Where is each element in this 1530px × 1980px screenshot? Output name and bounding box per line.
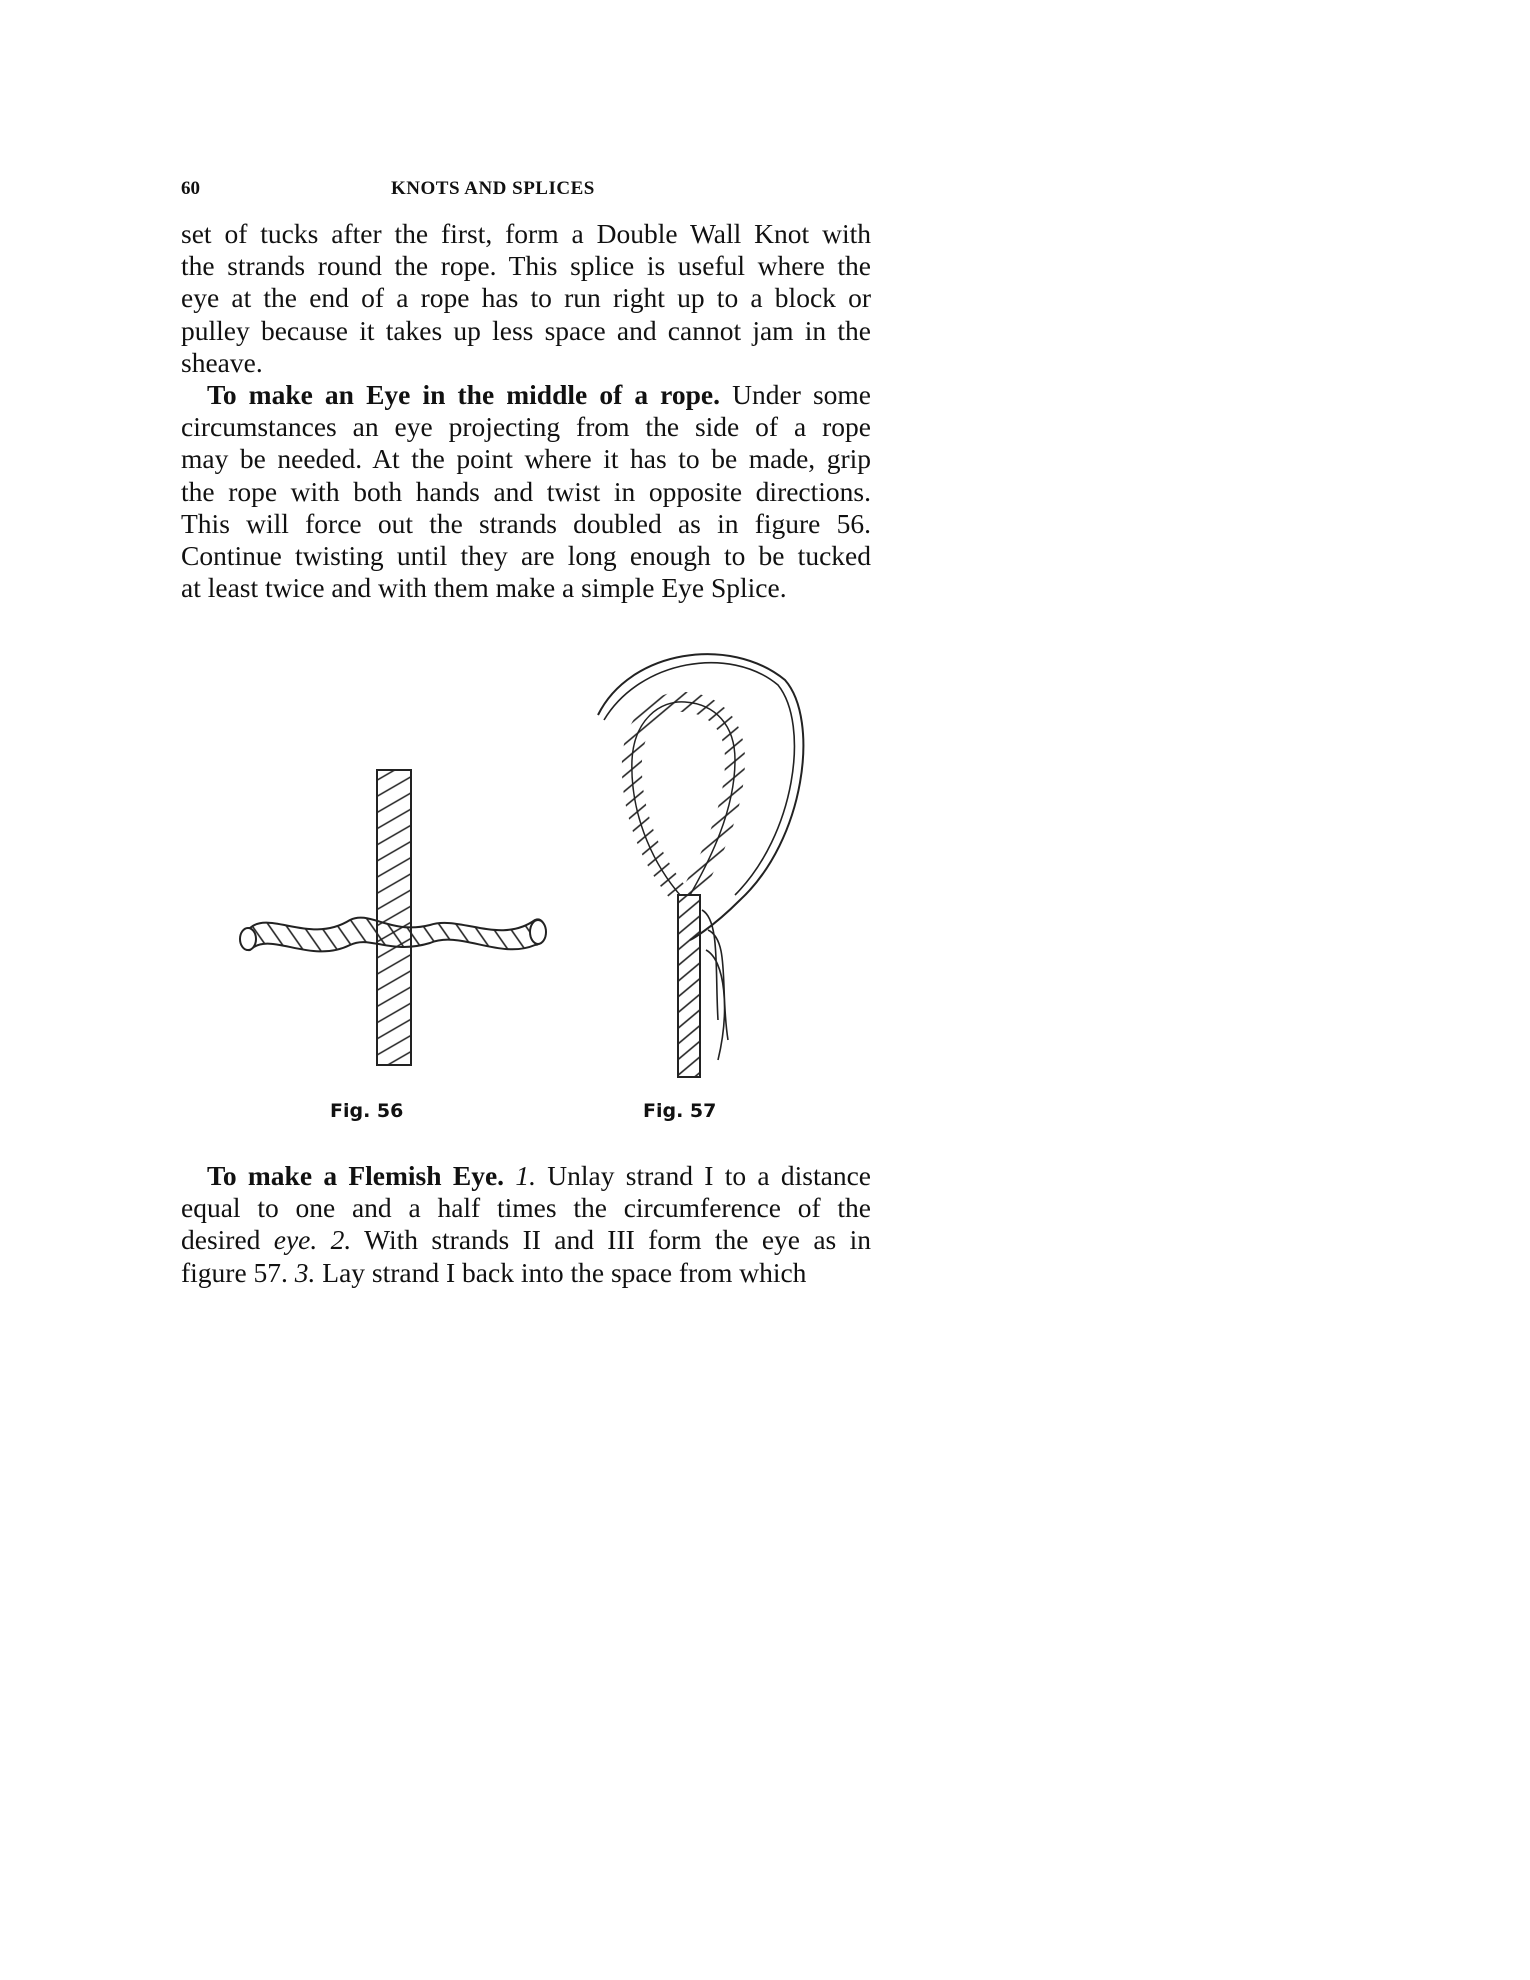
text-line: eye at the end of a rope has to run right up to a block or xyxy=(181,282,871,314)
page-number: 60 xyxy=(181,178,200,199)
figure-57-illustration xyxy=(590,640,830,1090)
running-title: KNOTS AND SPLICES xyxy=(391,178,595,199)
figure-56-illustration xyxy=(230,760,560,1070)
section-heading: To make an Eye in the middle of a rope. xyxy=(207,379,721,410)
text-span: figure 57. xyxy=(181,1256,288,1288)
figure-56-caption: Fig. 56 xyxy=(330,1100,404,1122)
text-line: at least twice and with them make a simple Eye Splice. xyxy=(181,572,787,604)
paragraph-2 xyxy=(181,379,871,604)
step-number: 2. xyxy=(330,1224,352,1256)
text-line: the strands round the rope. This splice is useful where the xyxy=(181,250,871,282)
section-heading: To make a Flemish Eye. xyxy=(207,1160,505,1191)
text-line: Continue twisting until they are long enough to be tucked xyxy=(181,540,871,572)
text-span: Lay strand I back into the space from which xyxy=(322,1256,807,1288)
text-line: the rope with both hands and twist in opposite directions. xyxy=(181,475,871,507)
text-line xyxy=(181,1160,871,1192)
figure-57-caption: Fig. 57 xyxy=(643,1100,717,1122)
text-line xyxy=(181,1257,871,1289)
text-span: With strands II and III form the eye as in xyxy=(364,1224,871,1256)
text-line: sheave. xyxy=(181,346,263,378)
paragraph-3 xyxy=(181,1160,871,1289)
text-span: Under some xyxy=(732,379,872,410)
step-number: 1. xyxy=(515,1160,536,1191)
text-line: circumstances an eye projecting from the side of a rope xyxy=(181,411,871,443)
text-span: desired xyxy=(181,1224,261,1256)
italic-text: eye. xyxy=(273,1224,318,1256)
text-line: equal to one and a half times the circumference of the xyxy=(181,1192,871,1224)
text-line: pulley because it takes up less space and cannot jam in the xyxy=(181,314,871,346)
text-span: Unlay strand I to a distance xyxy=(547,1160,871,1191)
text-line xyxy=(181,379,871,411)
text-line: may be needed. At the point where it has to be made, grip xyxy=(181,443,871,475)
text-line: This will force out the strands doubled as in figure 56. xyxy=(181,507,871,539)
text-line xyxy=(181,1224,871,1256)
step-number: 3. xyxy=(294,1256,316,1288)
paragraph-1 xyxy=(181,218,871,379)
text-line: set of tucks after the first, form a Double Wall Knot with xyxy=(181,218,871,249)
